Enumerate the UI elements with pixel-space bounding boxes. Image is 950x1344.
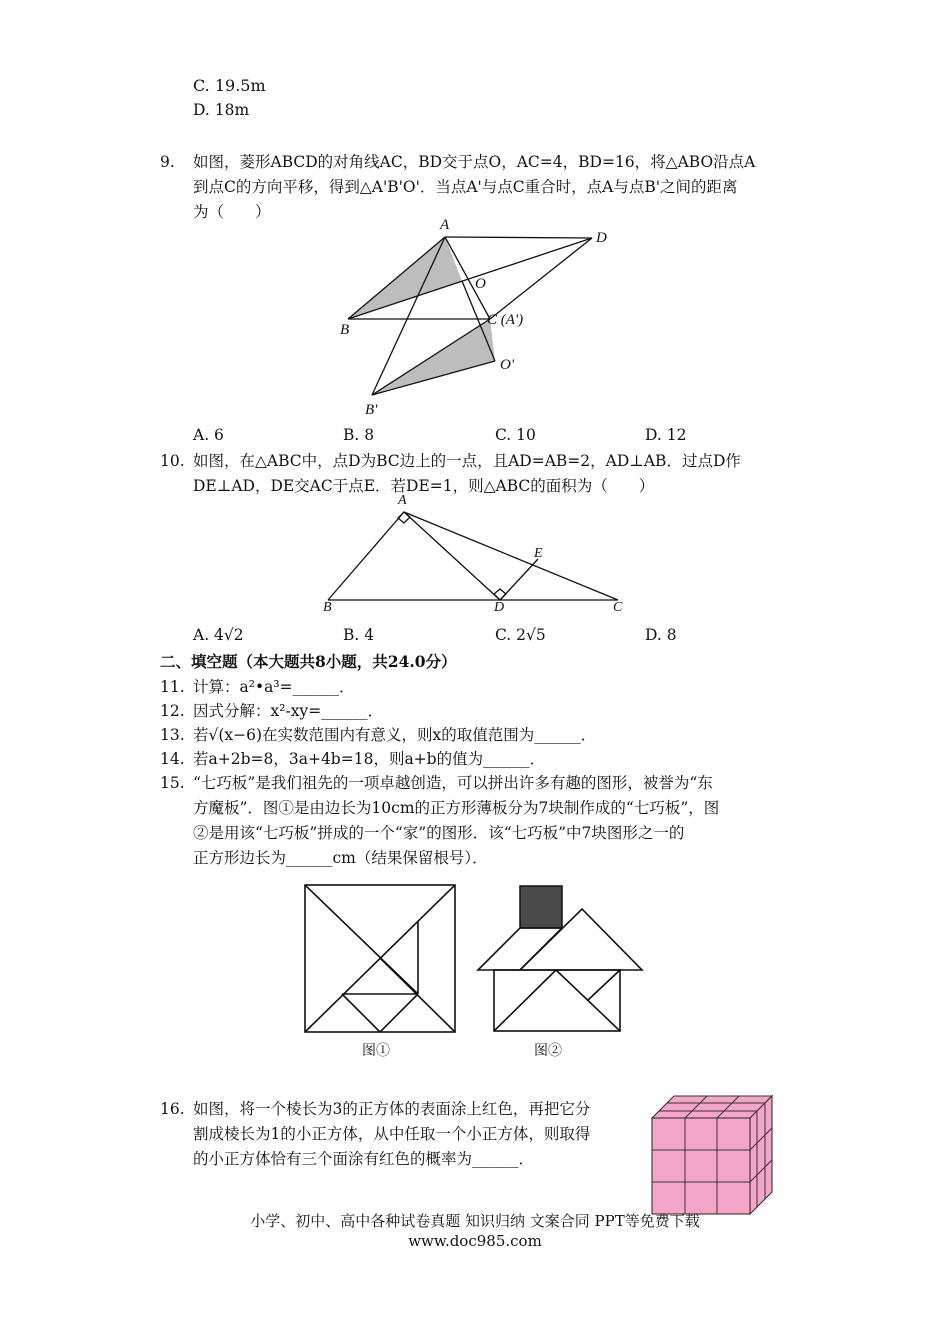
q16-line3: 的小正方体恰有三个面涂有红色的概率为______．: [193, 1150, 535, 1168]
q15-line4: 正方形边长为______cm（结果保留根号）．: [193, 849, 488, 867]
q14-text: 若a+2b=8，3a+4b=18，则a+b的值为______．: [193, 750, 546, 768]
q9-label-c: C (A'): [487, 312, 524, 328]
q9-line3: 为（ ）: [193, 203, 271, 221]
q12-text: 因式分解：x²-xy=______．: [193, 702, 384, 720]
q9-label-o: O: [475, 276, 486, 292]
q9-label-b-prime: B': [365, 402, 378, 418]
q15-number: 15.: [160, 774, 185, 792]
q12-number: 12.: [160, 702, 185, 720]
q10-option-d: D. 8: [645, 626, 677, 644]
q9-line1: 如图，菱形ABCD的对角线AC，BD交于点O，AC=4，BD=16，将△ABO沿点A: [193, 153, 756, 171]
q9-option-b: B. 8: [343, 426, 375, 444]
footer-line1: 小学、初中、高中各种试卷真题 知识归纳 文案合同 PPT等免费下载: [250, 1212, 700, 1230]
tangram-fig1-caption: 图①: [362, 1043, 390, 1059]
option-d-prev: D. 18m: [193, 101, 250, 119]
q15-line1: “七巧板”是我们祖先的一项卓越创造，可以拼出许多有趣的图形，被誉为“东: [193, 774, 713, 792]
q13-text: 若√(x−6)在实数范围内有意义，则x的取值范围为______．: [193, 726, 597, 744]
tangram-house-figure: [476, 884, 646, 1036]
q14-number: 14.: [160, 750, 185, 768]
section-heading-fill-in: 二、填空题（本大题共8小题，共24.0分）: [160, 652, 457, 671]
q10-line2: DE⊥AD，DE交AC于点E．若DE=1，则△ABC的面积为（ ）: [193, 477, 655, 495]
q9-label-d: D: [596, 230, 607, 246]
q16-line1: 如图，将一个棱长为3的正方体的表面涂上红色，再把它分: [193, 1100, 591, 1118]
q10-label-c: C: [613, 600, 623, 615]
q9-option-a: A. 6: [193, 426, 224, 444]
q10-label-b: B: [323, 600, 332, 615]
tangram-fig2-caption: 图②: [534, 1043, 562, 1059]
q10-triangle-figure: [318, 493, 638, 616]
q11-number: 11.: [160, 678, 185, 696]
option-c-prev: C. 19.5m: [193, 76, 266, 95]
q16-number: 16.: [160, 1100, 185, 1118]
q15-line3: ②是用该“七巧板”拼成的一个“家”的图形．该“七巧板”中7块图形之一的: [193, 824, 685, 842]
q10-option-a: A. 4√2: [193, 626, 244, 644]
q9-label-b: B: [340, 322, 350, 338]
q10-label-e: E: [534, 546, 543, 561]
q9-number: 9.: [160, 153, 175, 171]
footer-url[interactable]: www.doc985.com: [408, 1232, 542, 1250]
q13-number: 13.: [160, 726, 185, 744]
q9-rhombus-figure: [330, 217, 630, 422]
q9-label-o-prime: O': [500, 357, 515, 373]
q15-line2: 方魔板”．图①是由边长为10cm的正方形薄板分为7块制作成的“七巧板”，图: [193, 799, 720, 817]
q9-option-d: D. 12: [645, 426, 687, 444]
q10-option-b: B. 4: [343, 626, 375, 644]
q9-label-a: A: [440, 217, 450, 233]
q11-text: 计算：a²•a³=______．: [193, 678, 355, 696]
q10-label-a: A: [398, 493, 407, 508]
cube-figure: [648, 1092, 776, 1218]
q10-line1: 如图，在△ABC中，点D为BC边上的一点，且AD=AB=2，AD⊥AB．过点D作: [193, 452, 741, 470]
q10-number: 10.: [160, 452, 185, 470]
q9-line2: 到点C的方向平移，得到△A'B'O'．当点A'与点C重合时，点A与点B'之间的距离: [193, 178, 738, 196]
tangram-square-figure: [304, 884, 456, 1034]
q9-option-c: C. 10: [495, 426, 536, 444]
q10-option-c: C. 2√5: [495, 626, 546, 644]
q16-line2: 割成棱长为1的小正方体，从中任取一个小正方体，则取得: [193, 1125, 591, 1143]
q10-label-d: D: [494, 600, 505, 615]
